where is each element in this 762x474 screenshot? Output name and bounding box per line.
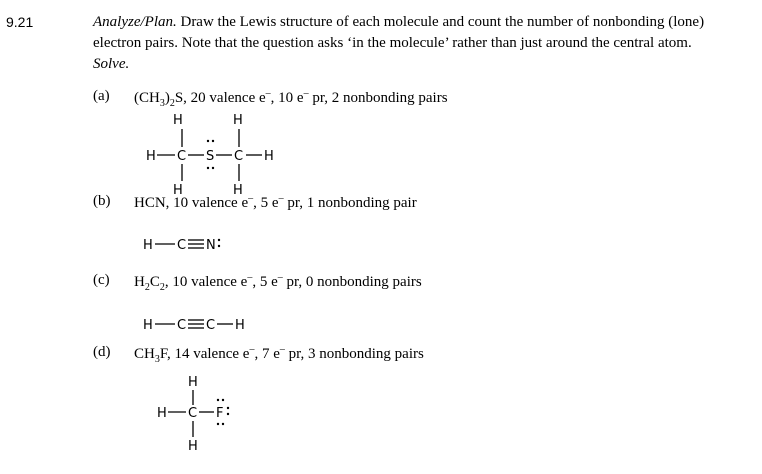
atom-h: H bbox=[233, 113, 243, 128]
atom-h: H bbox=[188, 439, 198, 454]
part-a-label: (a) bbox=[93, 88, 110, 104]
atom-c: C bbox=[206, 318, 216, 333]
atom-s: S bbox=[206, 149, 215, 164]
atom-c: C bbox=[177, 318, 187, 333]
atom-h: H bbox=[146, 149, 156, 164]
intro-text: Draw the Lewis structure of each molecule and count the number of nonbonding (lone) electron pairs. Note that the question asks ‘in the molecule’ rather than just around the central atom. bbox=[93, 14, 705, 51]
atom-h: H bbox=[264, 149, 274, 164]
intro-solve: Solve. bbox=[93, 56, 130, 72]
atom-c: C bbox=[177, 149, 187, 164]
atom-h: H bbox=[157, 406, 167, 421]
part-c-text: $H_2C_2$, 10 valence e–, 5 e– pr, 0 nonbonding pairs bbox=[134, 272, 422, 293]
atom-n: N bbox=[206, 238, 216, 253]
structure-b bbox=[143, 238, 220, 253]
atom-h: H bbox=[173, 113, 183, 128]
structure-d bbox=[157, 375, 229, 454]
atom-h: H bbox=[173, 183, 183, 198]
atom-c: C bbox=[234, 149, 244, 164]
atom-h: H bbox=[188, 375, 198, 390]
part-b-label: (b) bbox=[93, 193, 111, 209]
part-d-text: $CH_3F$, 14 valence e–, 7 e– pr, 3 nonbonding pairs bbox=[134, 344, 424, 365]
bonds bbox=[155, 320, 233, 328]
atom-h: H bbox=[143, 238, 153, 253]
atom-h: H bbox=[233, 183, 243, 198]
atom-f: F bbox=[216, 406, 224, 421]
part-a-text: $(CH_3)_2S$, 20 valence e–, 10 e– pr, 2 nonbonding pairs bbox=[134, 88, 448, 109]
atom-c: C bbox=[188, 406, 198, 421]
structure-a bbox=[146, 113, 274, 198]
lone-pairs bbox=[218, 239, 220, 247]
part-d-label: (d) bbox=[93, 344, 111, 360]
atom-c: C bbox=[177, 238, 187, 253]
structure-c bbox=[143, 318, 245, 333]
part-b-text: HCN, 10 valence e–, 5 e– pr, 1 nonbonding pair bbox=[134, 193, 417, 211]
atom-h: H bbox=[143, 318, 153, 333]
intro-heading: Analyze/Plan. bbox=[93, 14, 177, 30]
problem-number: 9.21 bbox=[6, 14, 34, 30]
atom-h: H bbox=[235, 318, 245, 333]
part-c-label: (c) bbox=[93, 272, 110, 288]
